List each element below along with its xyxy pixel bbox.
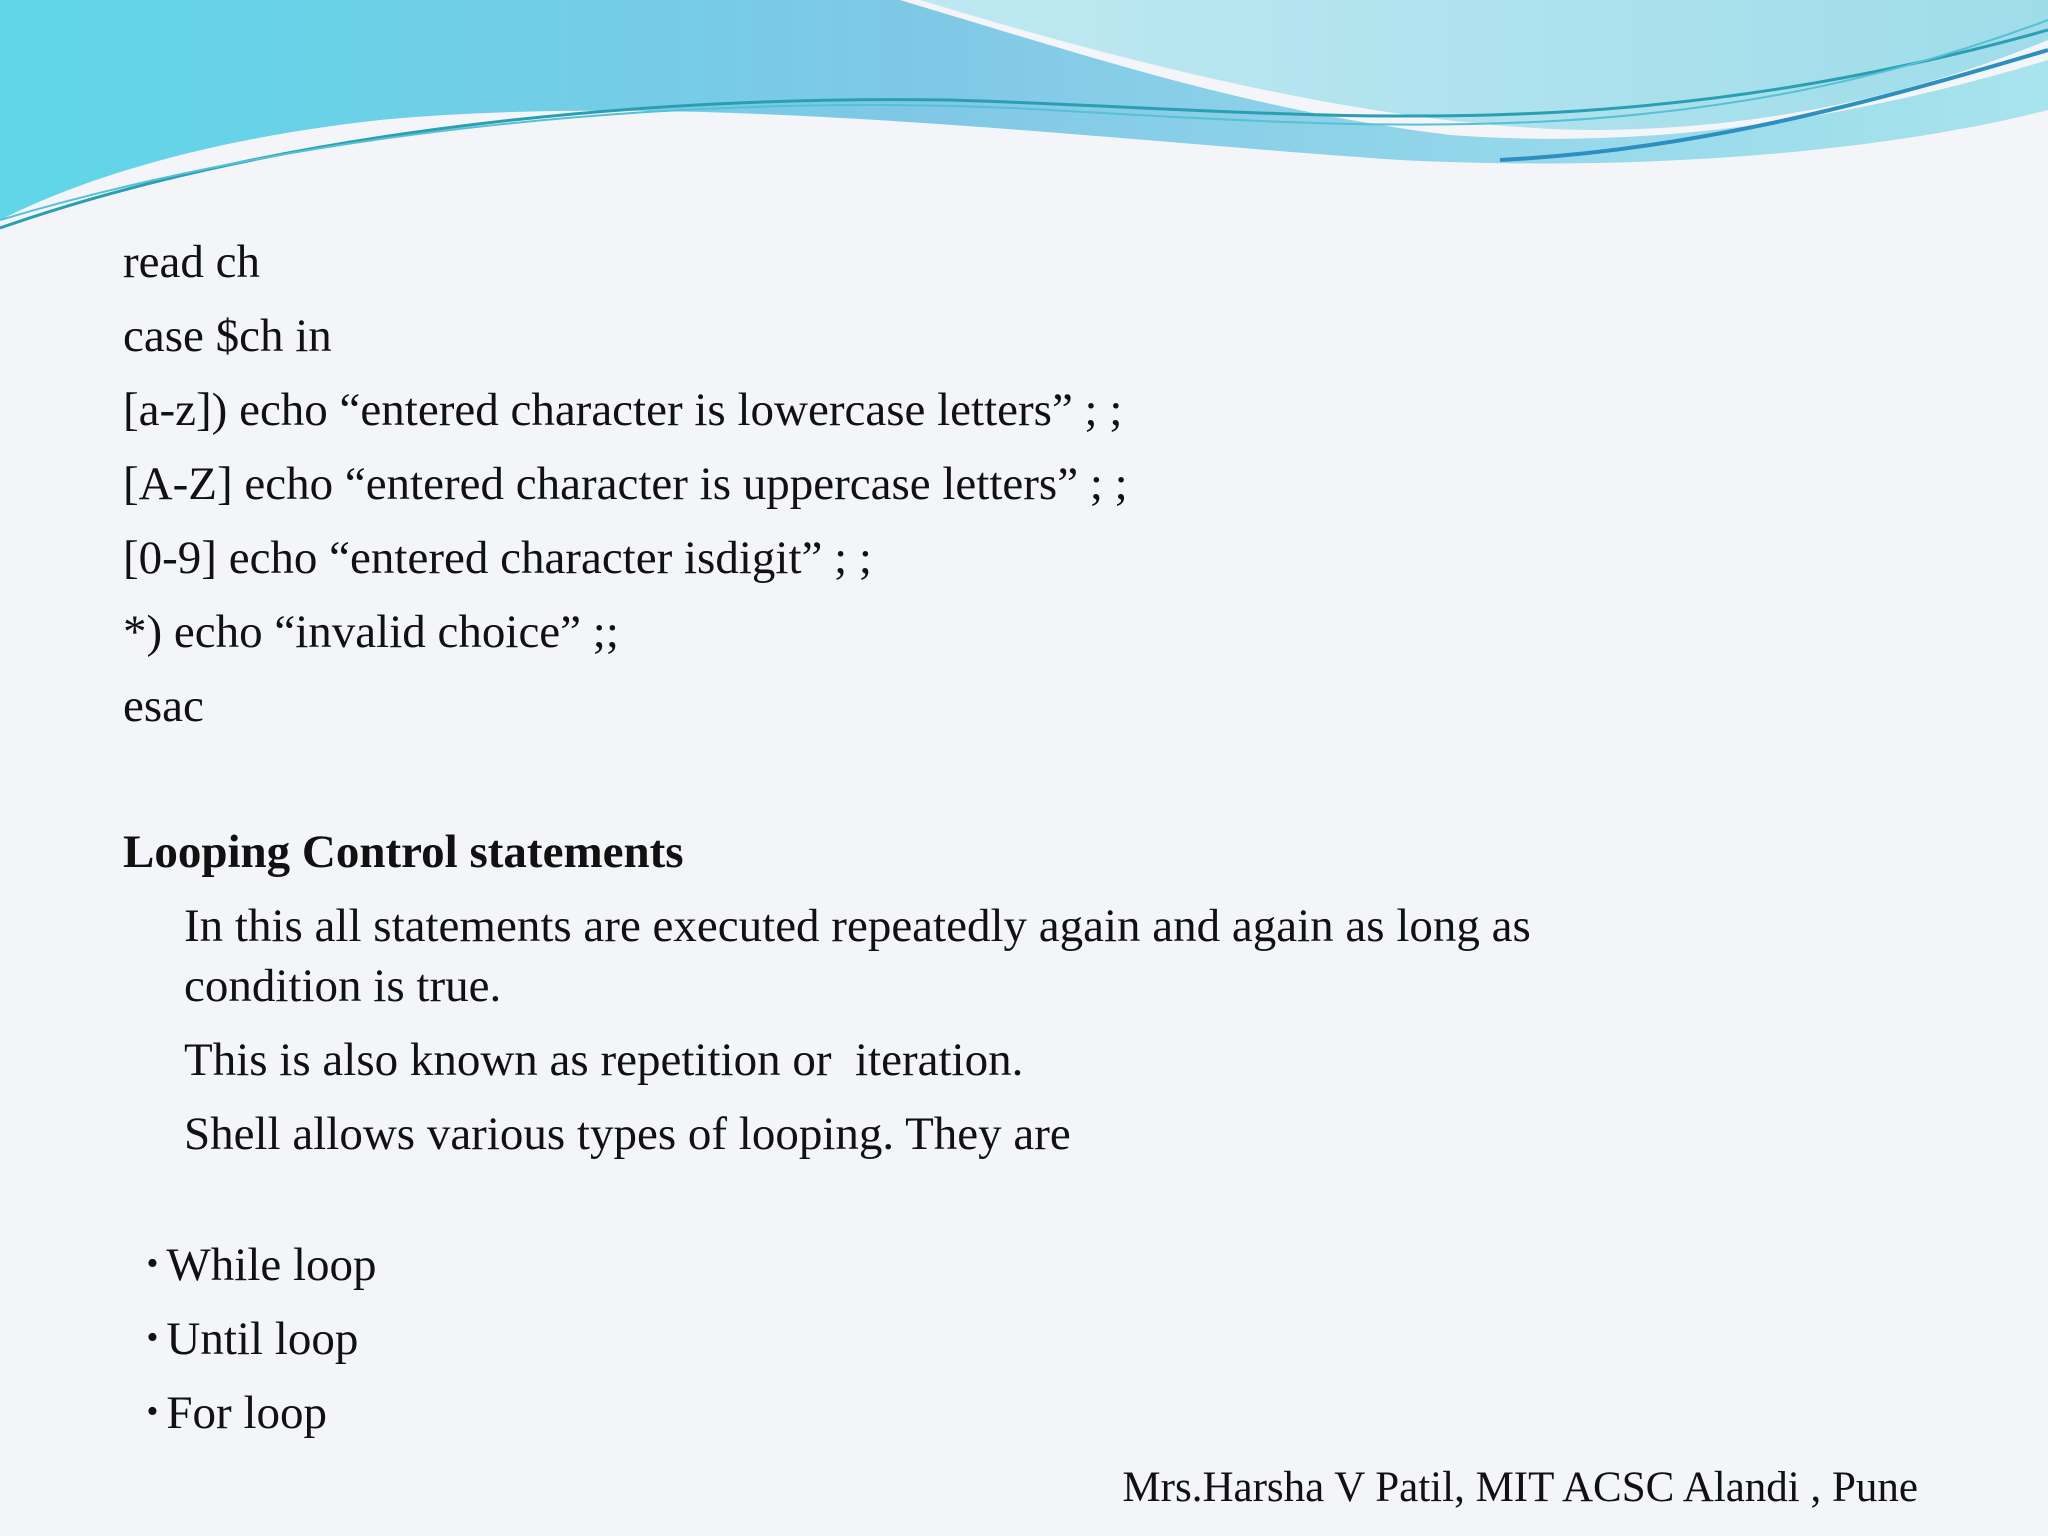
section-heading: Looping Control statements xyxy=(123,826,684,878)
code-line-2: case $ch in xyxy=(123,310,332,362)
footer-credit: Mrs.Harsha V Patil, MIT ACSC Alandi , Pune xyxy=(1122,1464,1918,1511)
code-line-4: [A-Z] echo “entered character is uppercase letters” ; ; xyxy=(123,458,1128,510)
bullet-icon: • xyxy=(146,1393,159,1430)
code-line-5: [0-9] echo “entered character isdigit” ; ; xyxy=(123,532,872,584)
header-wave-decoration xyxy=(0,0,2048,240)
bullet-label: For loop xyxy=(166,1387,328,1439)
code-line-7: esac xyxy=(123,680,204,732)
paragraph-line-2: condition is true. xyxy=(184,960,502,1012)
bullet-icon: • xyxy=(146,1319,159,1356)
paragraph-line-3: This is also known as repetition or iteration. xyxy=(184,1034,1024,1086)
bullet-label: Until loop xyxy=(166,1313,359,1365)
code-line-1: read ch xyxy=(123,236,260,288)
bullet-label: While loop xyxy=(166,1239,377,1291)
code-line-3: [a-z]) echo “entered character is lowercase letters” ; ; xyxy=(123,384,1123,436)
code-line-6: *) echo “invalid choice” ;; xyxy=(123,606,619,658)
bullet-item-for-loop xyxy=(123,1328,327,1441)
paragraph-line-4: Shell allows various types of looping. They are xyxy=(184,1108,1071,1160)
bullet-icon: • xyxy=(146,1245,159,1282)
paragraph-line-1: In this all statements are executed repeatedly again and again as long as xyxy=(184,900,1531,952)
